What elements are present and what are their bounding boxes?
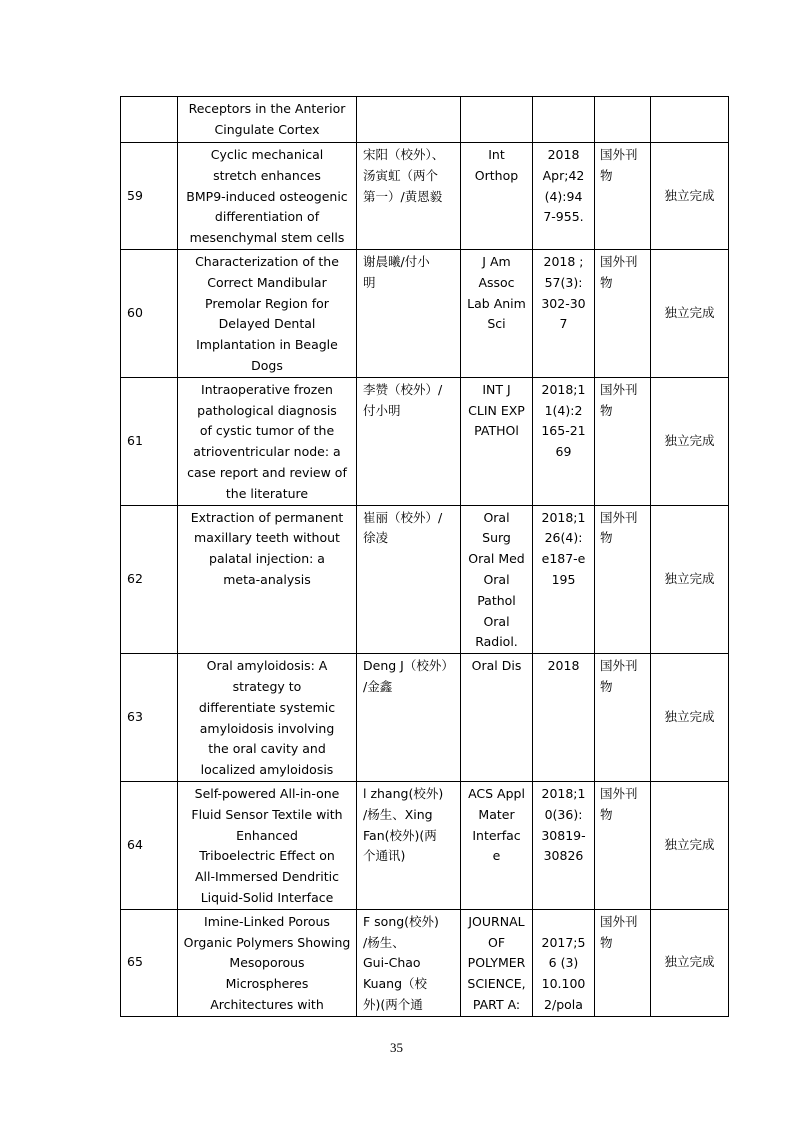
completion-status: 独立完成 (664, 836, 715, 852)
publication-type: 国外刊 物 (600, 147, 638, 183)
completion-status: 独立完成 (664, 570, 715, 586)
year-volume-pages: 2018;1 1(4):2 165-21 69 (541, 381, 586, 460)
journal: JOURNAL OF POLYMER SCIENCE, PART A: (467, 913, 526, 1012)
publication-type: 国外刊 物 (600, 254, 638, 290)
row-number-cell (121, 250, 178, 378)
completion-status: 独立完成 (664, 709, 715, 725)
year-volume-pages-cell (533, 250, 595, 378)
row-number: 62 (127, 570, 143, 586)
year-volume-pages-cell (533, 143, 595, 250)
year-volume-pages: 2017;5 6 (3) 10.100 2/pola (541, 934, 586, 1012)
authors-cell (357, 377, 461, 505)
completion-status: 独立完成 (664, 304, 715, 320)
paper-title-cell (178, 250, 357, 378)
authors: Deng J（校外） /金鑫 (363, 658, 454, 694)
publication-type-cell (595, 377, 651, 505)
publication-type-cell (595, 909, 651, 1016)
table-row (121, 97, 729, 143)
publication-type: 国外刊 物 (600, 913, 638, 950)
year-volume-pages: 2018 ; 57(3): 302-30 7 (541, 254, 586, 332)
row-number: 63 (127, 709, 143, 725)
row-number: 59 (127, 187, 143, 203)
row-number: 60 (127, 304, 143, 320)
completion-status-cell (651, 781, 729, 909)
journal: Oral Surg Oral Med Oral Pathol Oral Radiol. (468, 509, 525, 650)
year-volume-pages-cell (533, 377, 595, 505)
journal-cell (461, 505, 533, 654)
authors-cell (357, 654, 461, 782)
paper-title-cell (178, 781, 357, 909)
table-row (121, 250, 729, 378)
row-number: 61 (127, 432, 143, 448)
authors-cell (357, 250, 461, 378)
authors: 崔丽（校外）/ 徐凌 (363, 509, 443, 546)
authors-cell (357, 97, 461, 143)
table-row (121, 377, 729, 505)
table-row (121, 143, 729, 250)
publication-type-cell (595, 781, 651, 909)
publication-type-cell (595, 505, 651, 654)
authors: 宋阳（校外）、 汤寅虹（两个 第一）/黄恩毅 (363, 147, 445, 204)
paper-title-cell (178, 97, 357, 143)
authors-cell (357, 781, 461, 909)
publications-table (120, 96, 729, 1017)
paper-title: Imine-Linked Porous Organic Polymers Showing Mesoporous Microspheres Architectures with (183, 913, 351, 1012)
row-number-cell (121, 909, 178, 1016)
year-volume-pages-cell (533, 97, 595, 143)
publication-type-cell (595, 97, 651, 143)
authors: 李赞（校外）/ 付小明 (363, 381, 443, 418)
authors-cell (357, 505, 461, 654)
row-number-cell (121, 143, 178, 250)
paper-title: Intraoperative frozen pathological diagnosis of cystic tumor of the atrioventricular node: a case report and review of the literature (187, 381, 347, 501)
completion-status-cell (651, 143, 729, 250)
publication-type-cell (595, 143, 651, 250)
journal-cell (461, 781, 533, 909)
page-number: 35 (390, 1040, 403, 1055)
authors: l zhang(校外) /杨生、Xing Fan(校外)(两 个通讯) (363, 785, 444, 864)
paper-title: Extraction of permanent maxillary teeth without palatal injection: a meta-analysis (190, 509, 344, 587)
year-volume-pages-cell (533, 781, 595, 909)
publication-type: 国外刊 物 (600, 381, 638, 418)
journal-cell (461, 377, 533, 505)
year-volume-pages-cell (533, 909, 595, 1016)
paper-title: Self-powered All-in-one Fluid Sensor Textile with Enhanced Triboelectric Effect on All-Immersed Dendritic Liquid-Solid Interface (191, 785, 343, 905)
year-volume-pages-cell (533, 505, 595, 654)
paper-title-cell (178, 143, 357, 250)
publication-type: 国外刊 物 (600, 785, 638, 822)
completion-status-cell (651, 654, 729, 782)
year-volume-pages: 2018;1 0(36): 30819- 30826 (541, 785, 586, 864)
completion-status-cell (651, 505, 729, 654)
journal: INT J CLIN EXP PATHOl (468, 381, 525, 439)
completion-status-cell (651, 377, 729, 505)
journal-cell (461, 654, 533, 782)
row-number: 65 (127, 954, 143, 970)
authors: 谢晨曦/付小 明 (363, 254, 430, 290)
completion-status-cell (651, 97, 729, 143)
publication-type-cell (595, 654, 651, 782)
row-number-cell (121, 97, 178, 143)
row-number-cell (121, 505, 178, 654)
publication-type-cell (595, 250, 651, 378)
authors-cell (357, 143, 461, 250)
row-number: 64 (127, 836, 143, 852)
journal: Int Orthop (474, 147, 519, 183)
paper-title: Characterization of the Correct Mandibular Premolar Region for Delayed Dental Implantation in Beagle Dogs (195, 254, 339, 373)
paper-title: Receptors in the Anterior Cingulate Cortex (188, 101, 346, 137)
completion-status: 独立完成 (664, 187, 715, 203)
journal-cell (461, 250, 533, 378)
completion-status-cell (651, 909, 729, 1016)
journal-cell (461, 143, 533, 250)
journal: ACS Appl Mater Interfac e (468, 785, 525, 864)
completion-status: 独立完成 (664, 432, 715, 448)
row-number-cell (121, 377, 178, 505)
completion-status-cell (651, 250, 729, 378)
publication-type: 国外刊 物 (600, 658, 638, 694)
paper-title-cell (178, 909, 357, 1016)
journal-cell (461, 97, 533, 143)
paper-title-cell (178, 654, 357, 782)
paper-title: Oral amyloidosis: A strategy to differentiate systemic amyloidosis involving the oral cavity and localized amyloidosis (198, 658, 336, 778)
journal: J Am Assoc Lab Anim Sci (467, 254, 526, 332)
authors-cell (357, 909, 461, 1016)
authors: F song(校外) /杨生、 Gui-Chao Kuang（校 外)(两个通 (363, 913, 439, 1012)
paper-title: Cyclic mechanical stretch enhances BMP9-induced osteogenic differentiation of mesenchymal stem cells (186, 147, 348, 246)
table-row (121, 781, 729, 909)
year-volume-pages: 2018;1 26(4): e187-e 195 (541, 509, 586, 587)
year-volume-pages: 2018 Apr;42 (4):94 7-955. (542, 147, 585, 225)
journal: Oral Dis (471, 658, 522, 674)
publication-type: 国外刊 物 (600, 509, 638, 546)
paper-title-cell (178, 377, 357, 505)
year-volume-pages-cell (533, 654, 595, 782)
table-row (121, 654, 729, 782)
paper-title-cell (178, 505, 357, 654)
journal-cell (461, 909, 533, 1016)
table-row (121, 505, 729, 654)
year-volume-pages: 2018 (547, 658, 580, 674)
row-number-cell (121, 781, 178, 909)
row-number-cell (121, 654, 178, 782)
table-row (121, 909, 729, 1016)
completion-status: 独立完成 (664, 954, 715, 970)
